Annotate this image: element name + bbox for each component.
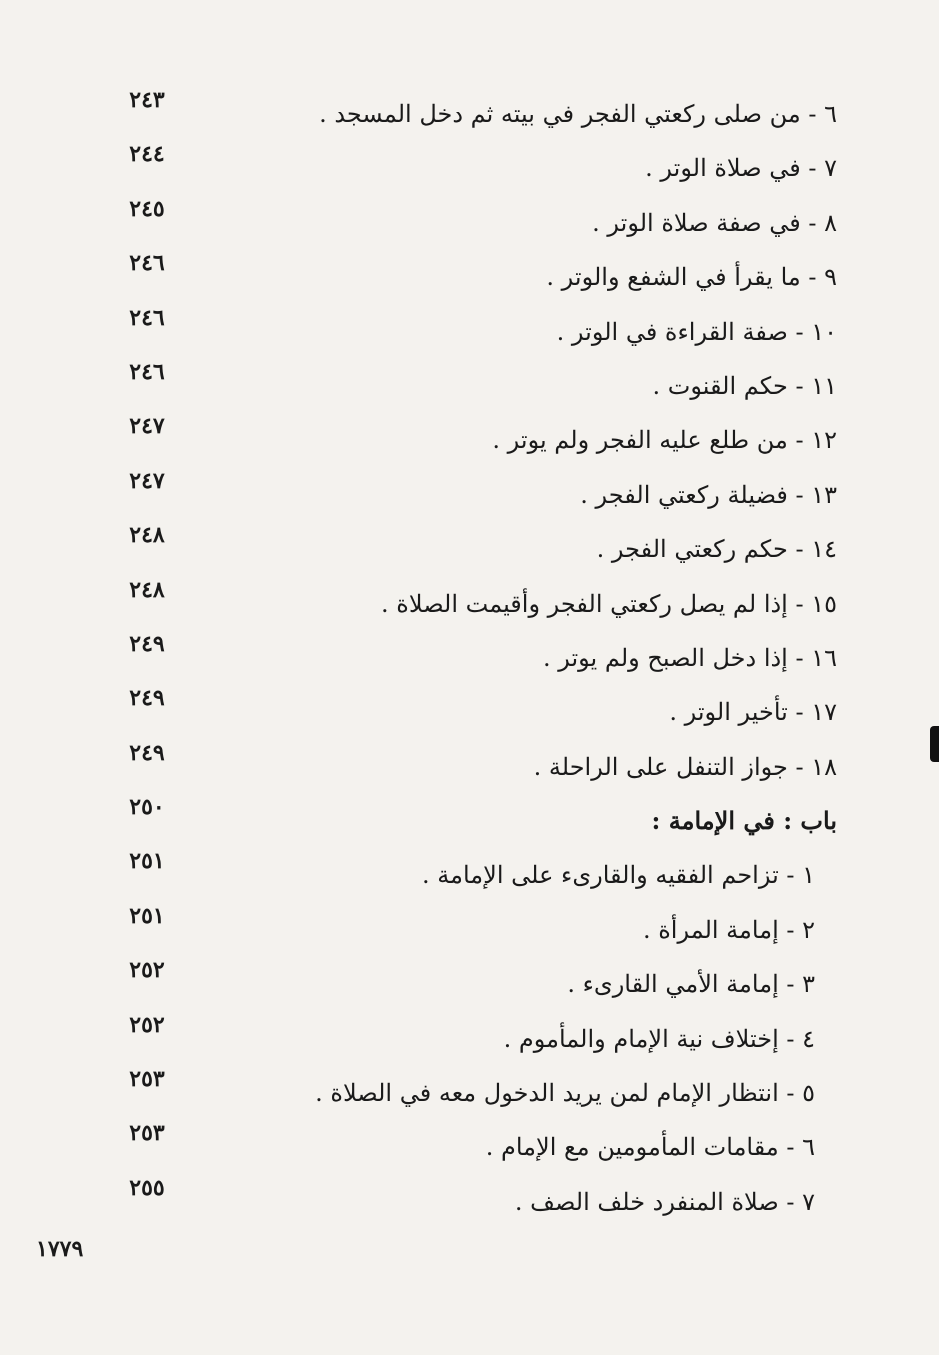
entry-page-number: ٢٤٤ bbox=[129, 141, 165, 168]
entry-page-number: ٢٤٦ bbox=[129, 304, 165, 331]
entry-page-number: ٢٥٢ bbox=[129, 957, 165, 984]
toc-entry bbox=[100, 195, 845, 249]
edge-tab-mark bbox=[930, 726, 939, 762]
toc-entry bbox=[100, 467, 845, 521]
entry-title: ١٢ - من طلع عليه الفجر ولم يوتر . bbox=[492, 426, 837, 455]
toc-entry bbox=[100, 521, 845, 575]
entry-title: ٢ - إمامة المرأة . bbox=[642, 915, 815, 944]
entry-title: ١٤ - حكم ركعتي الفجر . bbox=[596, 535, 837, 564]
entry-title: ٦ - من صلى ركعتي الفجر في بيته ثم دخل المسجد . bbox=[319, 100, 837, 128]
toc-entry bbox=[100, 412, 845, 466]
entry-title: ٣ - إمامة الأمي القارىء . bbox=[567, 970, 815, 999]
entry-title: ١٨ - جواز التنفل على الراحلة . bbox=[533, 752, 837, 781]
entry-page-number: ٢٥٣ bbox=[129, 1120, 165, 1147]
entry-title: ١٦ - إذا دخل الصبح ولم يوتر . bbox=[542, 643, 837, 672]
entry-page-number: ٢٥٠ bbox=[129, 794, 165, 821]
page-number: ١٧٧٩ bbox=[36, 1236, 84, 1262]
entry-title: ١٣ - فضيلة ركعتي الفجر . bbox=[580, 480, 837, 509]
entry-title: ١ - تزاحم الفقيه والقارىء على الإمامة . bbox=[422, 861, 815, 890]
entry-title: ٩ - ما يقرأ في الشفع والوتر . bbox=[546, 263, 837, 292]
table-of-contents bbox=[100, 86, 845, 1228]
entry-page-number: ٢٥٢ bbox=[129, 1011, 165, 1038]
toc-entry bbox=[100, 1119, 845, 1173]
entry-title: ٧ - في صلاة الوتر . bbox=[645, 154, 837, 183]
toc-entry bbox=[100, 86, 845, 140]
entry-page-number: ٢٤٣ bbox=[129, 87, 165, 113]
toc-entry bbox=[100, 1011, 845, 1065]
toc-entry bbox=[100, 249, 845, 303]
entry-title: ٧ - صلاة المنفرد خلف الصف . bbox=[514, 1187, 815, 1216]
entry-page-number: ٢٤٩ bbox=[129, 685, 165, 712]
entry-title: ١٥ - إذا لم يصل ركعتي الفجر وأقيمت الصلاة . bbox=[381, 589, 837, 618]
toc-entry bbox=[100, 902, 845, 956]
entry-page-number: ٢٤٨ bbox=[129, 576, 165, 603]
entry-title: ٦ - مقامات المأمومين مع الإمام . bbox=[485, 1133, 815, 1162]
entry-title: ٥ - انتظار الإمام لمن يريد الدخول معه في الصلاة . bbox=[315, 1079, 815, 1108]
entry-page-number: ٢٤٨ bbox=[129, 522, 165, 549]
entry-page-number: ٢٤٩ bbox=[129, 739, 165, 766]
toc-entry bbox=[100, 576, 845, 630]
toc-entry bbox=[100, 793, 845, 847]
section-heading: باب : في الإمامة : bbox=[651, 806, 837, 836]
entry-page-number: ٢٥٥ bbox=[129, 1174, 165, 1201]
entry-page-number: ٢٤٦ bbox=[129, 358, 165, 385]
entry-title: ١١ - حكم القنوت . bbox=[652, 371, 837, 400]
entry-page-number: ٢٤٦ bbox=[129, 250, 165, 277]
toc-entry bbox=[100, 739, 845, 793]
entry-title: ٨ - في صفة صلاة الوتر . bbox=[592, 208, 837, 237]
toc-entry bbox=[100, 140, 845, 194]
entry-title: ١٧ - تأخير الوتر . bbox=[669, 698, 837, 727]
entry-page-number: ٢٤٧ bbox=[129, 413, 165, 440]
entry-page-number: ٢٤٥ bbox=[129, 195, 165, 222]
toc-entry bbox=[100, 1174, 845, 1228]
toc-entry bbox=[100, 956, 845, 1010]
entry-title: ١٠ - صفة القراءة في الوتر . bbox=[556, 317, 837, 346]
entry-page-number: ٢٤٧ bbox=[129, 467, 165, 494]
toc-entry bbox=[100, 358, 845, 412]
entry-page-number: ٢٤٩ bbox=[129, 630, 165, 657]
entry-page-number: ٢٥٣ bbox=[129, 1066, 165, 1093]
entry-page-number: ٢٥١ bbox=[129, 848, 165, 875]
toc-entry bbox=[100, 304, 845, 358]
entry-page-number: ٢٥١ bbox=[129, 902, 165, 929]
toc-entry bbox=[100, 630, 845, 684]
toc-entry bbox=[100, 684, 845, 738]
toc-entry bbox=[100, 847, 845, 901]
entry-title: ٤ - إختلاف نية الإمام والمأموم . bbox=[503, 1024, 815, 1053]
toc-entry bbox=[100, 1065, 845, 1119]
